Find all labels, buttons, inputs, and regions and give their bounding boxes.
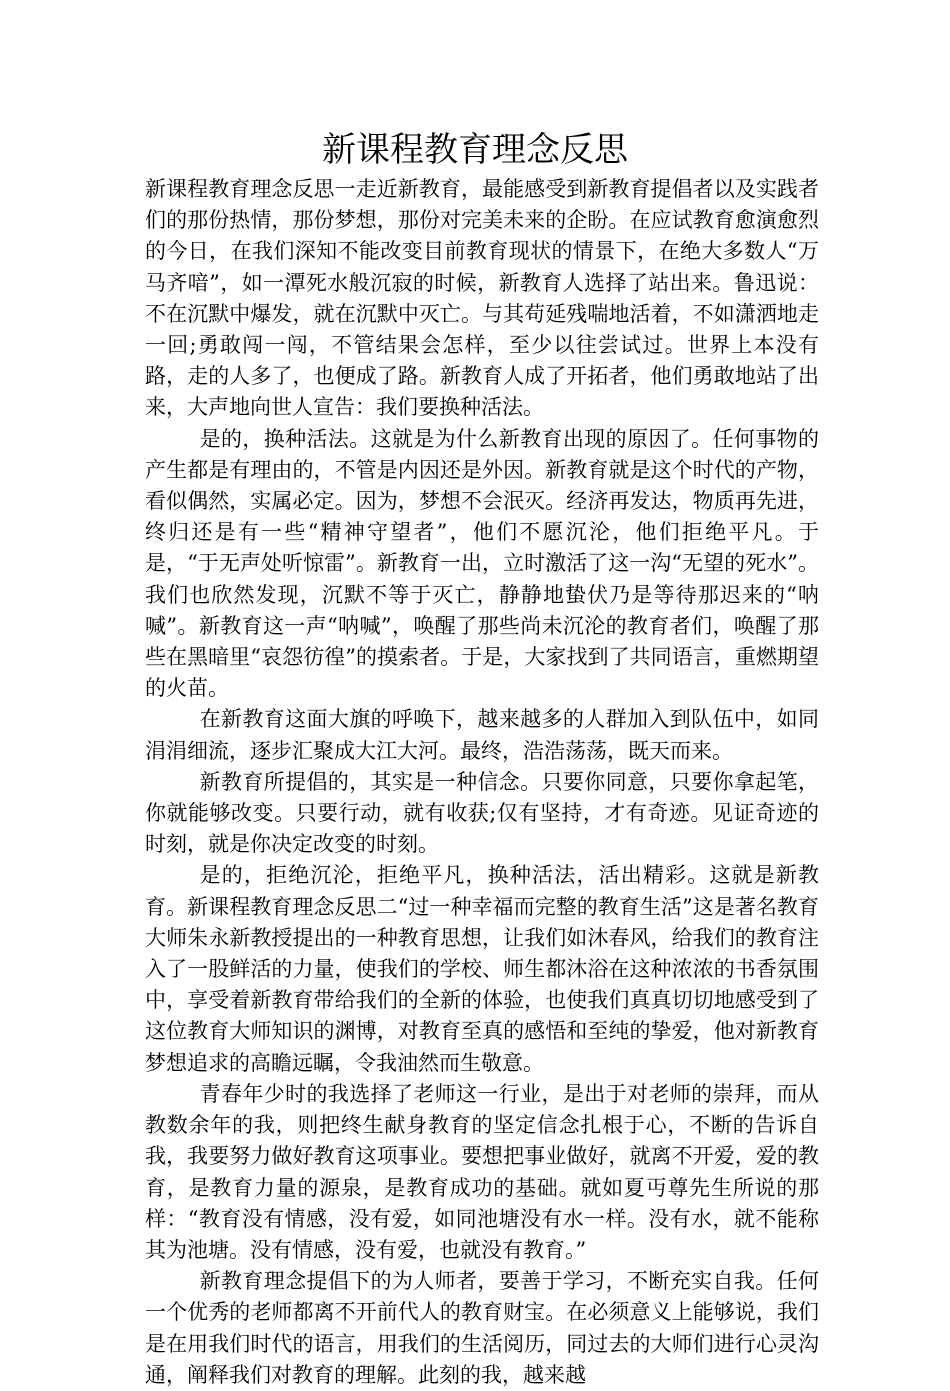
paragraph-7: 新教育理念提倡下的为人师者，要善于学习，不断充实自我。任何一个优秀的老师都离不开前代人的教育财宝。在必须意义上能够说，我们是在用我们时代的语言，用我们的生活阅历，同过去的大师们进行心灵沟通，阐释我们对教育的理解。此刻的我，越来越 bbox=[145, 1269, 819, 1387]
document-title: 新课程教育理念反思 bbox=[322, 130, 628, 170]
paragraph-3: 在新教育这面大旗的呼唤下，越来越多的人群加入到队伍中，如同涓涓细流，逐步汇聚成大江大河。最终，浩浩荡荡，既天而来。 bbox=[145, 707, 819, 763]
paragraph-1: 新课程教育理念反思一走近新教育，最能感受到新教育提倡者以及实践者们的那份热情，那份梦想，那份对完美未来的企盼。在应试教育愈演愈烈的今日，在我们深知不能改变目前教育现状的情景下，在绝大多数人“万马齐喑”，如一潭死水般沉寂的时候，新教育人选择了站出来。鲁迅说：不在沉默中爆发，就在沉默中灭亡。与其苟延残喘地活着，不如潇洒地走一回;勇敢闯一闯，不管结果会怎样，至少以往尝试过。世界上本没有路，走的人多了，也便成了路。新教育人成了开拓者，他们勇敢地站了出来，大声地向世人宣告：我们要换种活法。 bbox=[145, 177, 819, 420]
paragraph-6: 青春年少时的我选择了老师这一行业，是出于对老师的崇拜，而从教数余年的我，则把终生献身教育的坚定信念扎根于心，不断的告诉自我，我要努力做好教育这项事业。要想把事业做好，就离不开爱，爱的教育，是教育力量的源泉，是教育成功的基础。就如夏丏尊先生所说的那样：“教育没有情感，没有爱，如同池塘没有水一样。没有水，就不能称其为池塘。没有情感，没有爱，也就没有教育。” bbox=[145, 1081, 819, 1262]
document-body bbox=[145, 174, 819, 1391]
paragraph-2: 是的，换种活法。这就是为什么新教育出现的原因了。任何事物的产生都是有理由的，不管是内因还是外因。新教育就是这个时代的产物，看似偶然，实属必定。因为，梦想不会泯灭。经济再发达，物质再先进，终归还是有一些“精神守望者”，他们不愿沉沦，他们拒绝平凡。于是，“于无声处听惊雷”。新教育一出，立时激活了这一沟“无望的死水”。我们也欣然发现，沉默不等于灭亡，静静地蛰伏乃是等待那迟来的“呐喊”。新教育这一声“呐喊”，唤醒了那些尚未沉沦的教育者们，唤醒了那些在黑暗里“哀怨彷徨”的摸索者。于是，大家找到了共同语言，重燃期望的火苗。 bbox=[145, 426, 819, 701]
paragraph-4: 新教育所提倡的，其实是一种信念。只要你同意，只要你拿起笔，你就能够改变。只要行动，就有收获;仅有坚持，才有奇迹。见证奇迹的时刻，就是你决定改变的时刻。 bbox=[145, 769, 819, 857]
paragraph-5: 是的，拒绝沉沦，拒绝平凡，换种活法，活出精彩。这就是新教育。新课程教育理念反思二“过一种幸福而完整的教育生活”这是著名教育大师朱永新教授提出的一种教育思想，让我们如沐春风，给我们的教育注入了一股鲜活的力量，使我们的学校、师生都沐浴在这种浓浓的书香氛围中，享受着新教育带给我们的全新的体验，也使我们真真切切地感受到了这位教育大师知识的渊博，对教育至真的感悟和至纯的挚爱，他对新教育梦想追求的高瞻远瞩，令我油然而生敬意。 bbox=[145, 863, 819, 1075]
